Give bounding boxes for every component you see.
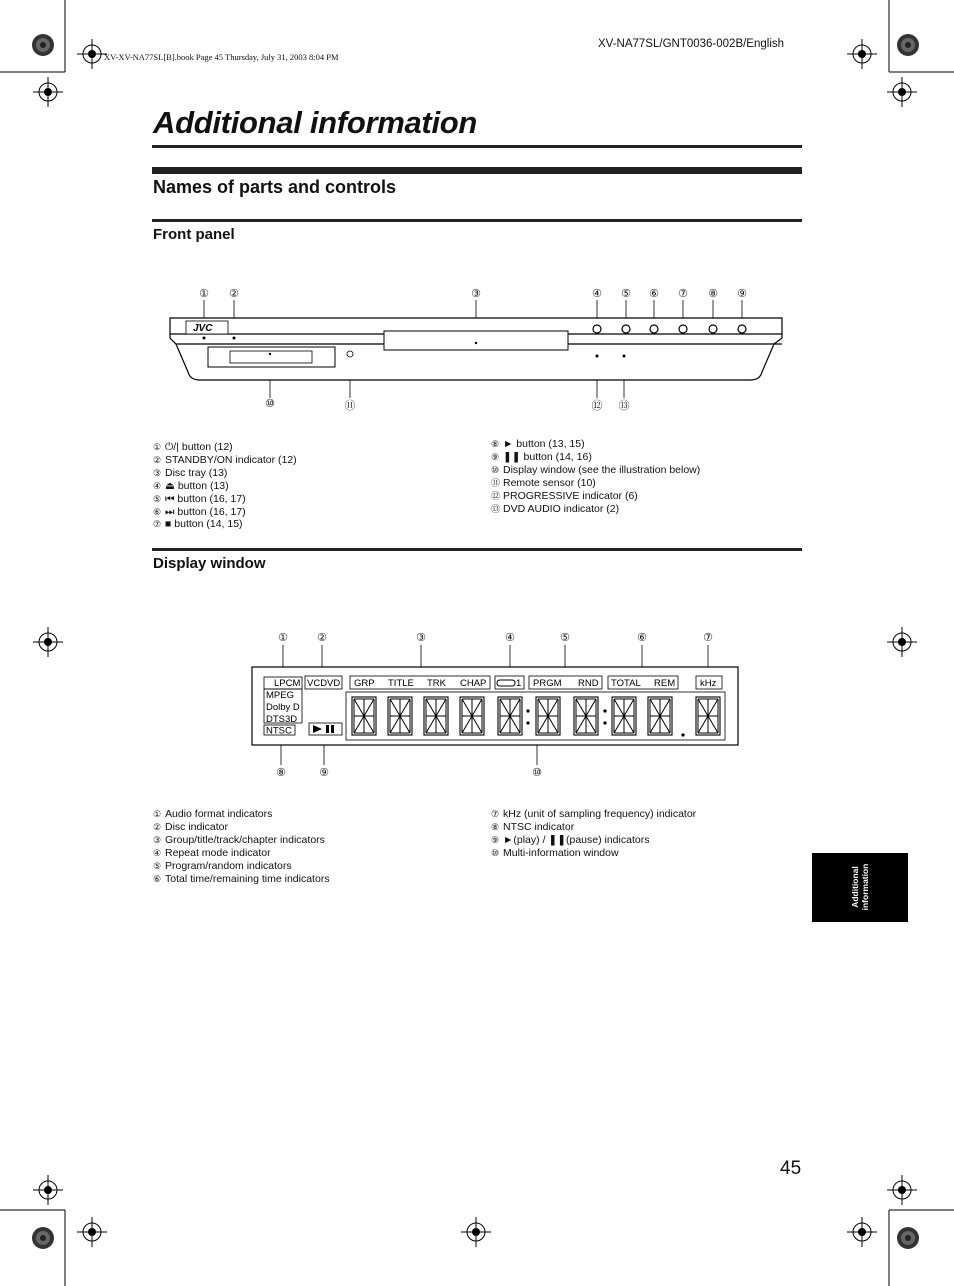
khz-indicator: kHz xyxy=(700,678,717,689)
list-item: ③ Disc tray (13) xyxy=(153,466,228,479)
list-item: ⑥ ⏭ button (16, 17) xyxy=(153,505,246,518)
list-item: ⑧ ► button (13, 15) xyxy=(491,438,585,450)
rnd-indicator: RND xyxy=(578,678,599,689)
callout-2: ② xyxy=(229,288,239,300)
callout-4: ④ xyxy=(505,632,515,644)
list-item: ⑫ PROGRESSIVE indicator (6) xyxy=(491,489,638,502)
list-item: ④ ⏏ button (13) xyxy=(153,479,229,492)
display-window-list-left xyxy=(153,808,330,885)
callout-3: ③ xyxy=(416,632,426,644)
chap-indicator: CHAP xyxy=(460,678,487,689)
list-item: ⑤ ⏮ button (16, 17) xyxy=(153,492,246,505)
total-indicator: TOTAL xyxy=(611,678,641,689)
list-item: ② Disc indicator xyxy=(153,820,229,833)
list-item: ④ Repeat mode indicator xyxy=(153,846,271,859)
list-item: ⑪ Remote sensor (10) xyxy=(491,476,596,489)
page-title: Additional information xyxy=(153,105,478,140)
callout-10: ⑩ xyxy=(532,767,542,779)
front-panel-list-left xyxy=(153,441,297,531)
display-window-illustration xyxy=(250,645,740,765)
list-item: ⑦ kHz (unit of sampling frequency) indicator xyxy=(491,808,697,820)
callout-11: ⑪ xyxy=(344,400,356,412)
pause-icon xyxy=(326,725,329,733)
callout-5: ⑤ xyxy=(621,288,631,300)
ntsc-indicator: NTSC xyxy=(266,725,292,737)
callout-8: ⑧ xyxy=(276,767,286,779)
lpcm-indicator: LPCM xyxy=(274,678,301,689)
callout-4: ④ xyxy=(592,288,602,300)
title-rule xyxy=(152,145,802,148)
front-panel-rule xyxy=(152,219,802,222)
list-item: ⑬ DVD AUDIO indicator (2) xyxy=(491,502,620,515)
callout-9: ⑨ xyxy=(319,767,329,779)
disc-indicator: VCDVD xyxy=(307,678,341,689)
list-item: ⑧ NTSC indicator xyxy=(491,820,575,833)
mpeg-indicator: MPEG xyxy=(266,690,294,701)
section-rule xyxy=(152,167,802,174)
display-window-rule xyxy=(152,548,802,551)
callout-7: ⑦ xyxy=(703,632,713,644)
prgm-indicator: PRGM xyxy=(533,678,562,689)
callout-1: ① xyxy=(199,288,209,300)
list-item: ⑩ Multi-information window xyxy=(491,846,619,859)
list-item: ⑥ Total time/remaining time indicators xyxy=(153,872,330,885)
callout-5: ⑤ xyxy=(560,632,570,644)
callout-6: ⑥ xyxy=(649,288,659,300)
grp-indicator: GRP xyxy=(354,678,375,689)
list-item: ⑤ Program/random indicators xyxy=(153,859,292,872)
title-indicator: TITLE xyxy=(388,678,414,689)
callout-12: ⑫ xyxy=(591,400,603,412)
list-item: ③ Group/title/track/chapter indicators xyxy=(153,833,325,846)
jvc-logo: JVC xyxy=(193,323,213,334)
dolby-indicator: Dolby D xyxy=(266,702,300,713)
callout-1: ① xyxy=(278,632,288,644)
callout-2: ② xyxy=(317,632,327,644)
page-number: 45 xyxy=(780,1158,802,1179)
callout-3: ③ xyxy=(471,288,481,300)
callout-10: ⑩ xyxy=(265,398,275,410)
list-item: ② STANDBY/ON indicator (12) xyxy=(153,453,297,466)
repeat-indicator: 1 xyxy=(516,678,522,689)
list-item: ⑨ ❚❚ button (14, 16) xyxy=(491,450,592,463)
display-window-list-right xyxy=(491,808,696,860)
book-info: XV-XV-NA77SL[B].book Page 45 Thursday, July 31, 2003 8:04 PM xyxy=(104,52,339,62)
callout-8: ⑧ xyxy=(708,288,718,300)
list-item: ⑨ ►(play) / ❚❚(pause) indicators xyxy=(491,833,650,846)
document-id: XV-NA77SL/GNT0036-002B/English xyxy=(598,38,785,50)
dts-indicator: DTS3D xyxy=(266,714,298,725)
section-side-tab xyxy=(812,853,908,922)
display-window-title: Display window xyxy=(153,555,266,572)
callout-9: ⑨ xyxy=(737,288,747,300)
callout-6: ⑥ xyxy=(637,632,647,644)
trk-indicator: TRK xyxy=(427,678,446,689)
list-item: ⑦ ■ button (14, 15) xyxy=(153,518,243,531)
side-tab-label: Additional information xyxy=(850,863,870,911)
callout-7: ⑦ xyxy=(678,288,688,300)
front-panel-illustration xyxy=(160,300,800,400)
list-item: ① ⏻/| button (12) xyxy=(153,441,233,453)
rem-indicator: REM xyxy=(654,678,676,689)
list-item: ① Audio format indicators xyxy=(153,808,273,820)
callout-13: ⑬ xyxy=(618,400,630,412)
section-title: Names of parts and controls xyxy=(153,177,397,197)
front-panel-title: Front panel xyxy=(153,226,235,243)
list-item: ⑩ Display window (see the illustration below) xyxy=(491,463,701,476)
front-panel-list-right xyxy=(491,438,700,515)
